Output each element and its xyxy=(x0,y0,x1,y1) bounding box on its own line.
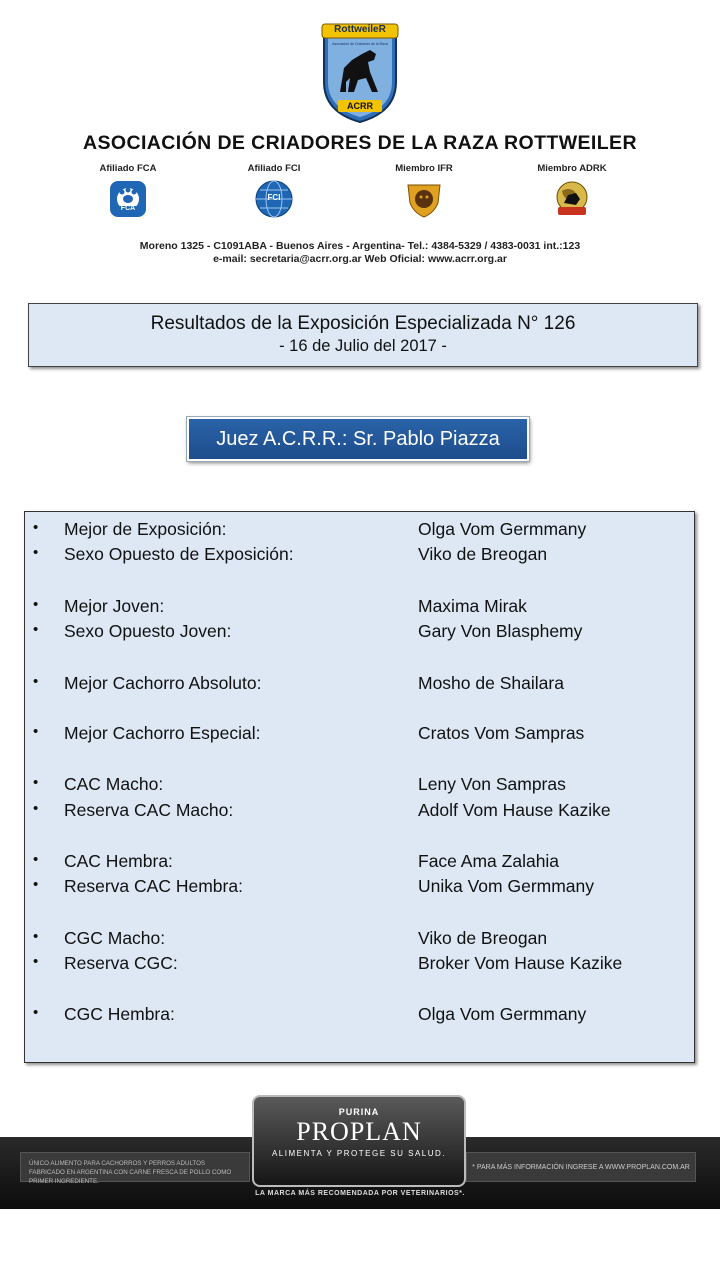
award-row xyxy=(25,723,694,747)
affiliation-fci xyxy=(219,163,329,202)
ifr-dog-head-icon xyxy=(404,179,444,219)
bullet-icon: • xyxy=(33,851,39,868)
bullet-icon: • xyxy=(33,774,39,791)
bullet-icon: • xyxy=(33,800,39,817)
affiliation-ifr xyxy=(369,163,479,219)
award-winner: Unika Vom Germmany xyxy=(418,876,595,896)
award-row xyxy=(25,621,694,645)
bullet-icon: • xyxy=(33,519,39,536)
bullet-icon: • xyxy=(33,544,39,561)
award-row xyxy=(25,519,694,543)
award-row xyxy=(25,596,694,620)
award-category: Reserva CAC Macho: xyxy=(64,800,234,820)
fca-badge-text: FCA xyxy=(120,205,136,212)
award-category: Mejor Cachorro Especial: xyxy=(64,723,261,743)
logo-small-text: Asociación de Criadores de la Raza xyxy=(332,42,388,46)
award-row xyxy=(25,774,694,798)
bullet-icon: • xyxy=(33,876,39,893)
award-winner: Olga Vom Germmany xyxy=(418,1004,587,1024)
award-category: CGC Hembra: xyxy=(64,1004,175,1024)
award-winner: Mosho de Shailara xyxy=(418,673,564,693)
award-winner: Viko de Breogan xyxy=(418,928,548,948)
bullet-icon: • xyxy=(33,621,39,638)
proplan-logo xyxy=(252,1095,466,1187)
award-row xyxy=(25,544,694,568)
bullet-icon: • xyxy=(33,928,39,945)
results-title: Resultados de la Exposición Especializada N° 126 xyxy=(150,313,576,334)
award-category: Sexo Opuesto Joven: xyxy=(64,621,232,641)
award-winner: Adolf Vom Hause Kazike xyxy=(418,800,611,820)
purina-label: PURINA xyxy=(338,1107,380,1117)
award-winner: Viko de Breogan xyxy=(418,544,548,564)
affiliation-label: Afiliado FCA xyxy=(99,163,157,174)
award-winner: Maxima Mirak xyxy=(418,596,527,616)
awards-list xyxy=(24,511,695,1063)
award-row xyxy=(25,928,694,952)
adrk-globe-icon xyxy=(552,179,592,219)
award-category: Mejor Cachorro Absoluto: xyxy=(64,673,262,693)
award-winner: Olga Vom Germmany xyxy=(418,519,587,539)
award-winner: Leny Von Sampras xyxy=(418,774,566,794)
award-category: Mejor de Exposición: xyxy=(64,519,227,539)
fca-paw-icon xyxy=(108,179,148,219)
contact-line: e-mail: secretaria@acrr.org.ar Web Oficial: www.acrr.org.ar xyxy=(213,253,507,265)
award-category: Reserva CGC: xyxy=(64,953,178,973)
award-category: CGC Macho: xyxy=(64,928,166,948)
results-header-box xyxy=(28,303,698,367)
award-category: Sexo Opuesto de Exposición: xyxy=(64,544,294,564)
sponsor-info-link: * PARA MÁS INFORMACIÓN INGRESE A WWW.PROPLAN.COM.AR xyxy=(466,1152,696,1182)
sponsor-left-text: ÚNICO ALIMENTO PARA CACHORROS Y PERROS ADULTOS FABRICADO EN ARGENTINA CON CARNE FRESCA DE POLLO COMO PRIMER INGREDIENTE. xyxy=(20,1152,250,1182)
proplan-name: PROPLAN xyxy=(296,1117,422,1146)
fci-badge-text: FCI xyxy=(267,193,281,202)
affiliation-label: Miembro ADRK xyxy=(537,163,607,174)
award-winner: Cratos Vom Sampras xyxy=(418,723,585,743)
bullet-icon: • xyxy=(33,673,39,690)
award-row xyxy=(25,800,694,824)
affiliation-label: Afiliado FCI xyxy=(247,163,301,174)
bullet-icon: • xyxy=(33,953,39,970)
award-category: Reserva CAC Hembra: xyxy=(64,876,243,896)
sponsor-tagline: LA MARCA MÁS RECOMENDADA POR VETERINARIOS*. xyxy=(255,1190,465,1197)
award-row xyxy=(25,876,694,900)
award-category: Mejor Joven: xyxy=(64,596,165,616)
award-winner: Gary Von Blasphemy xyxy=(418,621,583,641)
results-date: - 16 de Julio del 2017 - xyxy=(279,337,447,355)
affiliation-label: Miembro IFR xyxy=(395,163,453,174)
bullet-icon: • xyxy=(33,596,39,613)
affiliation-adrk xyxy=(517,163,627,219)
org-title: ASOCIACIÓN DE CRIADORES DE LA RAZA ROTTWEILER xyxy=(83,132,637,154)
award-category: CAC Hembra: xyxy=(64,851,173,871)
logo-bottom-text: ACRR xyxy=(347,101,373,111)
proplan-slogan: ALIMENTA Y PROTEGE SU SALUD. xyxy=(271,1149,447,1158)
bullet-icon: • xyxy=(33,1004,39,1021)
logo-top-text: RottweileR xyxy=(334,24,386,35)
award-category: CAC Macho: xyxy=(64,774,164,794)
award-winner: Face Ama Zalahia xyxy=(418,851,560,871)
affiliation-fca xyxy=(73,163,183,212)
judge-banner: Juez A.C.R.R.: Sr. Pablo Piazza xyxy=(187,417,529,461)
award-row xyxy=(25,851,694,875)
award-row xyxy=(25,673,694,697)
bullet-icon: • xyxy=(33,723,39,740)
award-row xyxy=(25,1004,694,1028)
award-winner: Broker Vom Hause Kazike xyxy=(418,953,623,973)
address-line: Moreno 1325 - C1091ABA - Buenos Aires - Argentina- Tel.: 4384-5329 / 4383-0031 int.:123 xyxy=(139,240,581,252)
award-row xyxy=(25,953,694,977)
